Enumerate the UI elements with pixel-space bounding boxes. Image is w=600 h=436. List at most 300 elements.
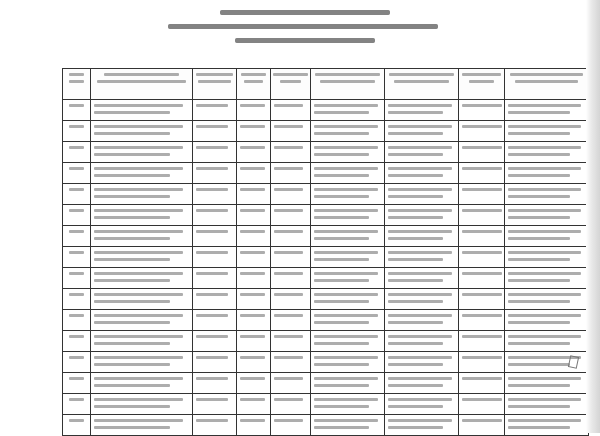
illegible-text-mark — [388, 314, 452, 317]
table-cell-no — [63, 352, 91, 373]
table-cell-reason — [459, 415, 505, 436]
table-row — [63, 331, 589, 352]
header-cell — [311, 69, 385, 100]
table-cell-median — [237, 226, 271, 247]
header-cell — [63, 69, 91, 100]
table-row — [63, 247, 589, 268]
illegible-text-mark — [69, 419, 84, 422]
illegible-text-mark — [314, 153, 369, 156]
table-cell-reason — [459, 163, 505, 184]
table-cell-method — [271, 268, 311, 289]
illegible-text-mark — [508, 300, 570, 303]
table-cell-no — [63, 331, 91, 352]
table-body — [63, 100, 589, 436]
table-cell-bidders — [311, 289, 385, 310]
illegible-text-mark — [314, 146, 378, 149]
illegible-text-mark — [462, 293, 502, 296]
table-row — [63, 142, 589, 163]
table-cell-method — [271, 352, 311, 373]
illegible-text-mark — [388, 167, 452, 170]
illegible-text-mark — [388, 377, 452, 380]
illegible-text-mark — [94, 209, 183, 212]
table-cell-item — [91, 163, 193, 184]
table-cell-median — [237, 352, 271, 373]
illegible-text-mark — [388, 384, 443, 387]
table-cell-method — [271, 100, 311, 121]
illegible-text-mark — [196, 335, 228, 338]
table-cell-item — [91, 121, 193, 142]
illegible-text-mark — [388, 216, 443, 219]
illegible-text-mark — [196, 188, 228, 191]
table-cell-item — [91, 226, 193, 247]
illegible-text-mark — [508, 188, 581, 191]
table-cell-budget — [193, 373, 237, 394]
illegible-text-mark — [94, 335, 183, 338]
table-cell-reason — [459, 310, 505, 331]
table-cell-bidders — [311, 268, 385, 289]
illegible-text-mark — [508, 377, 581, 380]
illegible-text-mark — [508, 272, 581, 275]
illegible-text-mark — [240, 419, 265, 422]
illegible-text-mark — [94, 251, 183, 254]
illegible-text-mark — [508, 237, 570, 240]
illegible-text-mark — [508, 209, 581, 212]
table-cell-winner — [385, 415, 459, 436]
table-cell-reason — [459, 331, 505, 352]
illegible-text-mark — [388, 111, 443, 114]
illegible-text-mark — [94, 300, 170, 303]
illegible-text-mark — [508, 279, 570, 282]
illegible-text-mark — [94, 321, 170, 324]
illegible-text-mark — [314, 237, 369, 240]
illegible-text-mark — [94, 167, 183, 170]
table-cell-method — [271, 121, 311, 142]
table-cell-median — [237, 394, 271, 415]
table-cell-contract — [505, 226, 589, 247]
table-cell-method — [271, 373, 311, 394]
illegible-text-mark — [240, 314, 265, 317]
illegible-text-mark — [314, 377, 378, 380]
table-cell-reason — [459, 205, 505, 226]
table-cell-median — [237, 142, 271, 163]
illegible-text-mark — [388, 125, 452, 128]
illegible-text-mark — [462, 167, 502, 170]
table-cell-item — [91, 415, 193, 436]
table-cell-contract — [505, 394, 589, 415]
table-row — [63, 163, 589, 184]
illegible-text-mark — [94, 174, 170, 177]
table-cell-budget — [193, 415, 237, 436]
table-cell-winner — [385, 184, 459, 205]
table-cell-budget — [193, 310, 237, 331]
table-cell-contract — [505, 415, 589, 436]
table-cell-bidders — [311, 415, 385, 436]
illegible-text-mark — [508, 132, 570, 135]
illegible-text-mark — [94, 230, 183, 233]
illegible-text-mark — [196, 146, 228, 149]
illegible-text-mark — [94, 258, 170, 261]
illegible-text-mark — [274, 209, 303, 212]
table-cell-method — [271, 415, 311, 436]
table-cell-budget — [193, 100, 237, 121]
illegible-text-mark — [69, 293, 84, 296]
table-cell-winner — [385, 289, 459, 310]
table-cell-bidders — [311, 100, 385, 121]
illegible-text-mark — [196, 272, 228, 275]
illegible-text-mark — [94, 153, 170, 156]
table-cell-item — [91, 205, 193, 226]
illegible-text-mark — [196, 230, 228, 233]
illegible-text-mark — [196, 167, 228, 170]
table-cell-budget — [193, 142, 237, 163]
table-cell-reason — [459, 352, 505, 373]
illegible-text-mark — [69, 146, 84, 149]
illegible-text-mark — [69, 251, 84, 254]
table-cell-budget — [193, 247, 237, 268]
illegible-text-mark — [314, 111, 369, 114]
table-cell-no — [63, 289, 91, 310]
illegible-text-mark — [274, 104, 303, 107]
illegible-text-mark — [69, 104, 84, 107]
illegible-text-mark — [462, 335, 502, 338]
table-cell-method — [271, 394, 311, 415]
illegible-text-mark — [69, 377, 84, 380]
illegible-text-mark — [274, 146, 303, 149]
illegible-text-mark — [462, 398, 502, 401]
table-header-row — [63, 69, 589, 100]
illegible-text-mark — [314, 405, 369, 408]
table-cell-method — [271, 205, 311, 226]
illegible-text-mark — [274, 314, 303, 317]
illegible-text-mark — [508, 384, 570, 387]
illegible-text-mark — [94, 314, 183, 317]
table-cell-method — [271, 184, 311, 205]
table-cell-method — [271, 331, 311, 352]
illegible-text-mark — [274, 251, 303, 254]
illegible-text-mark — [94, 146, 183, 149]
illegible-text-mark — [94, 216, 170, 219]
table-cell-no — [63, 415, 91, 436]
illegible-text-mark — [196, 104, 228, 107]
illegible-text-mark — [314, 335, 378, 338]
illegible-text-mark — [94, 293, 183, 296]
table-cell-budget — [193, 289, 237, 310]
illegible-text-mark — [462, 146, 502, 149]
illegible-text-mark — [314, 321, 369, 324]
table-cell-median — [237, 247, 271, 268]
illegible-text-mark — [94, 132, 170, 135]
illegible-text-mark — [274, 230, 303, 233]
table-cell-no — [63, 226, 91, 247]
illegible-text-mark — [508, 153, 570, 156]
illegible-text-mark — [388, 258, 443, 261]
table-cell-contract — [505, 205, 589, 226]
illegible-text-mark — [274, 377, 303, 380]
illegible-text-mark — [94, 405, 170, 408]
table-cell-bidders — [311, 352, 385, 373]
table-cell-bidders — [311, 310, 385, 331]
table-cell-contract — [505, 184, 589, 205]
illegible-text-mark — [314, 195, 369, 198]
illegible-text-mark — [69, 398, 84, 401]
table-row — [63, 352, 589, 373]
illegible-text-mark — [462, 230, 502, 233]
illegible-text-mark — [314, 356, 378, 359]
table-row — [63, 226, 589, 247]
illegible-text-mark — [196, 398, 228, 401]
table-cell-item — [91, 247, 193, 268]
table-cell-method — [271, 142, 311, 163]
title-line-1 — [220, 10, 390, 15]
table-cell-winner — [385, 142, 459, 163]
table-cell-median — [237, 205, 271, 226]
table-cell-bidders — [311, 205, 385, 226]
illegible-text-mark — [388, 174, 443, 177]
table-cell-bidders — [311, 142, 385, 163]
illegible-text-mark — [240, 293, 265, 296]
table-cell-winner — [385, 331, 459, 352]
table-cell-bidders — [311, 226, 385, 247]
illegible-text-mark — [508, 314, 581, 317]
table-cell-budget — [193, 226, 237, 247]
illegible-text-mark — [462, 251, 502, 254]
table-row — [63, 310, 589, 331]
table-row — [63, 373, 589, 394]
illegible-text-mark — [314, 167, 378, 170]
table-cell-no — [63, 142, 91, 163]
header-cell — [91, 69, 193, 100]
table-cell-budget — [193, 121, 237, 142]
table-cell-reason — [459, 394, 505, 415]
table-cell-reason — [459, 100, 505, 121]
illegible-text-mark — [314, 104, 378, 107]
illegible-text-mark — [69, 272, 84, 275]
table-cell-budget — [193, 331, 237, 352]
table-cell-winner — [385, 226, 459, 247]
table-cell-bidders — [311, 331, 385, 352]
illegible-text-mark — [240, 251, 265, 254]
table-cell-bidders — [311, 163, 385, 184]
illegible-text-mark — [94, 125, 183, 128]
illegible-text-mark — [508, 174, 570, 177]
illegible-text-mark — [94, 377, 183, 380]
illegible-text-mark — [508, 426, 570, 429]
table-cell-winner — [385, 310, 459, 331]
illegible-text-mark — [462, 125, 502, 128]
illegible-text-mark — [274, 293, 303, 296]
table-cell-reason — [459, 247, 505, 268]
illegible-text-mark — [94, 188, 183, 191]
document-title — [0, 6, 600, 58]
illegible-text-mark — [94, 384, 170, 387]
table-cell-median — [237, 415, 271, 436]
illegible-text-mark — [314, 258, 369, 261]
illegible-text-mark — [94, 426, 170, 429]
illegible-text-mark — [314, 363, 369, 366]
illegible-text-mark — [388, 363, 443, 366]
illegible-text-mark — [196, 209, 228, 212]
table-cell-bidders — [311, 394, 385, 415]
illegible-text-mark — [274, 335, 303, 338]
illegible-text-mark — [69, 230, 84, 233]
table-cell-winner — [385, 268, 459, 289]
table-cell-reason — [459, 142, 505, 163]
illegible-text-mark — [314, 230, 378, 233]
table-cell-method — [271, 163, 311, 184]
illegible-text-mark — [314, 209, 378, 212]
illegible-text-mark — [462, 209, 502, 212]
illegible-text-mark — [508, 195, 570, 198]
illegible-text-mark — [314, 125, 378, 128]
illegible-text-mark — [508, 167, 581, 170]
illegible-text-mark — [314, 398, 378, 401]
illegible-text-mark — [314, 342, 369, 345]
illegible-text-mark — [240, 167, 265, 170]
table-cell-contract — [505, 100, 589, 121]
table-cell-contract — [505, 331, 589, 352]
illegible-text-mark — [274, 398, 303, 401]
illegible-text-mark — [462, 272, 502, 275]
illegible-text-mark — [388, 356, 452, 359]
illegible-text-mark — [94, 363, 170, 366]
table-cell-item — [91, 331, 193, 352]
table-cell-item — [91, 352, 193, 373]
illegible-text-mark — [69, 167, 84, 170]
illegible-text-mark — [508, 111, 570, 114]
illegible-text-mark — [388, 251, 452, 254]
illegible-text-mark — [388, 188, 452, 191]
illegible-text-mark — [94, 104, 183, 107]
table-cell-median — [237, 268, 271, 289]
illegible-text-mark — [69, 314, 84, 317]
table-cell-reason — [459, 373, 505, 394]
illegible-text-mark — [69, 209, 84, 212]
illegible-text-mark — [388, 321, 443, 324]
illegible-text-mark — [196, 251, 228, 254]
illegible-text-mark — [94, 356, 183, 359]
illegible-text-mark — [388, 342, 443, 345]
illegible-text-mark — [508, 335, 581, 338]
table-cell-median — [237, 310, 271, 331]
illegible-text-mark — [314, 293, 378, 296]
table-cell-no — [63, 184, 91, 205]
illegible-text-mark — [69, 356, 84, 359]
illegible-text-mark — [508, 342, 570, 345]
illegible-text-mark — [314, 384, 369, 387]
table-cell-no — [63, 100, 91, 121]
table-cell-item — [91, 394, 193, 415]
table-cell-bidders — [311, 121, 385, 142]
illegible-text-mark — [388, 405, 443, 408]
table-row — [63, 289, 589, 310]
table-cell-contract — [505, 121, 589, 142]
illegible-text-mark — [388, 426, 443, 429]
illegible-text-mark — [388, 279, 443, 282]
table-cell-contract — [505, 289, 589, 310]
illegible-text-mark — [196, 356, 228, 359]
table-cell-item — [91, 289, 193, 310]
illegible-text-mark — [508, 216, 570, 219]
table-row — [63, 415, 589, 436]
illegible-text-mark — [314, 426, 369, 429]
illegible-text-mark — [69, 188, 84, 191]
illegible-text-mark — [94, 342, 170, 345]
illegible-text-mark — [388, 398, 452, 401]
illegible-text-mark — [240, 125, 265, 128]
table-cell-reason — [459, 226, 505, 247]
illegible-text-mark — [196, 419, 228, 422]
illegible-text-mark — [314, 132, 369, 135]
illegible-text-mark — [274, 272, 303, 275]
table-cell-item — [91, 184, 193, 205]
illegible-text-mark — [94, 398, 183, 401]
illegible-text-mark — [388, 209, 452, 212]
table-cell-median — [237, 331, 271, 352]
illegible-text-mark — [314, 251, 378, 254]
table-cell-budget — [193, 205, 237, 226]
header-cell — [505, 69, 589, 100]
illegible-text-mark — [508, 251, 581, 254]
illegible-text-mark — [508, 405, 570, 408]
illegible-text-mark — [94, 272, 183, 275]
illegible-text-mark — [388, 230, 452, 233]
illegible-text-mark — [388, 272, 452, 275]
illegible-text-mark — [196, 377, 228, 380]
header-cell — [193, 69, 237, 100]
procurement-table — [62, 68, 589, 436]
table-cell-budget — [193, 352, 237, 373]
illegible-text-mark — [240, 209, 265, 212]
illegible-text-mark — [94, 279, 170, 282]
table-cell-no — [63, 121, 91, 142]
illegible-text-mark — [388, 146, 452, 149]
illegible-text-mark — [240, 104, 265, 107]
table-cell-no — [63, 373, 91, 394]
illegible-text-mark — [314, 279, 369, 282]
table-cell-winner — [385, 352, 459, 373]
table-cell-reason — [459, 289, 505, 310]
table-cell-method — [271, 310, 311, 331]
illegible-text-mark — [240, 335, 265, 338]
illegible-text-mark — [69, 125, 84, 128]
table-cell-no — [63, 205, 91, 226]
table-cell-no — [63, 268, 91, 289]
illegible-text-mark — [462, 314, 502, 317]
table-cell-budget — [193, 394, 237, 415]
illegible-text-mark — [274, 188, 303, 191]
illegible-text-mark — [388, 195, 443, 198]
table-cell-median — [237, 163, 271, 184]
table-cell-median — [237, 373, 271, 394]
illegible-text-mark — [240, 377, 265, 380]
illegible-text-mark — [508, 125, 581, 128]
illegible-text-mark — [388, 153, 443, 156]
header-cell — [271, 69, 311, 100]
table-cell-contract — [505, 373, 589, 394]
table-cell-winner — [385, 394, 459, 415]
illegible-text-mark — [274, 125, 303, 128]
table-cell-no — [63, 310, 91, 331]
illegible-text-mark — [94, 419, 183, 422]
illegible-text-mark — [462, 377, 502, 380]
table-cell-contract — [505, 268, 589, 289]
table-cell-item — [91, 373, 193, 394]
illegible-text-mark — [314, 419, 378, 422]
table-cell-budget — [193, 268, 237, 289]
illegible-text-mark — [508, 419, 581, 422]
illegible-text-mark — [462, 419, 502, 422]
table-cell-winner — [385, 373, 459, 394]
